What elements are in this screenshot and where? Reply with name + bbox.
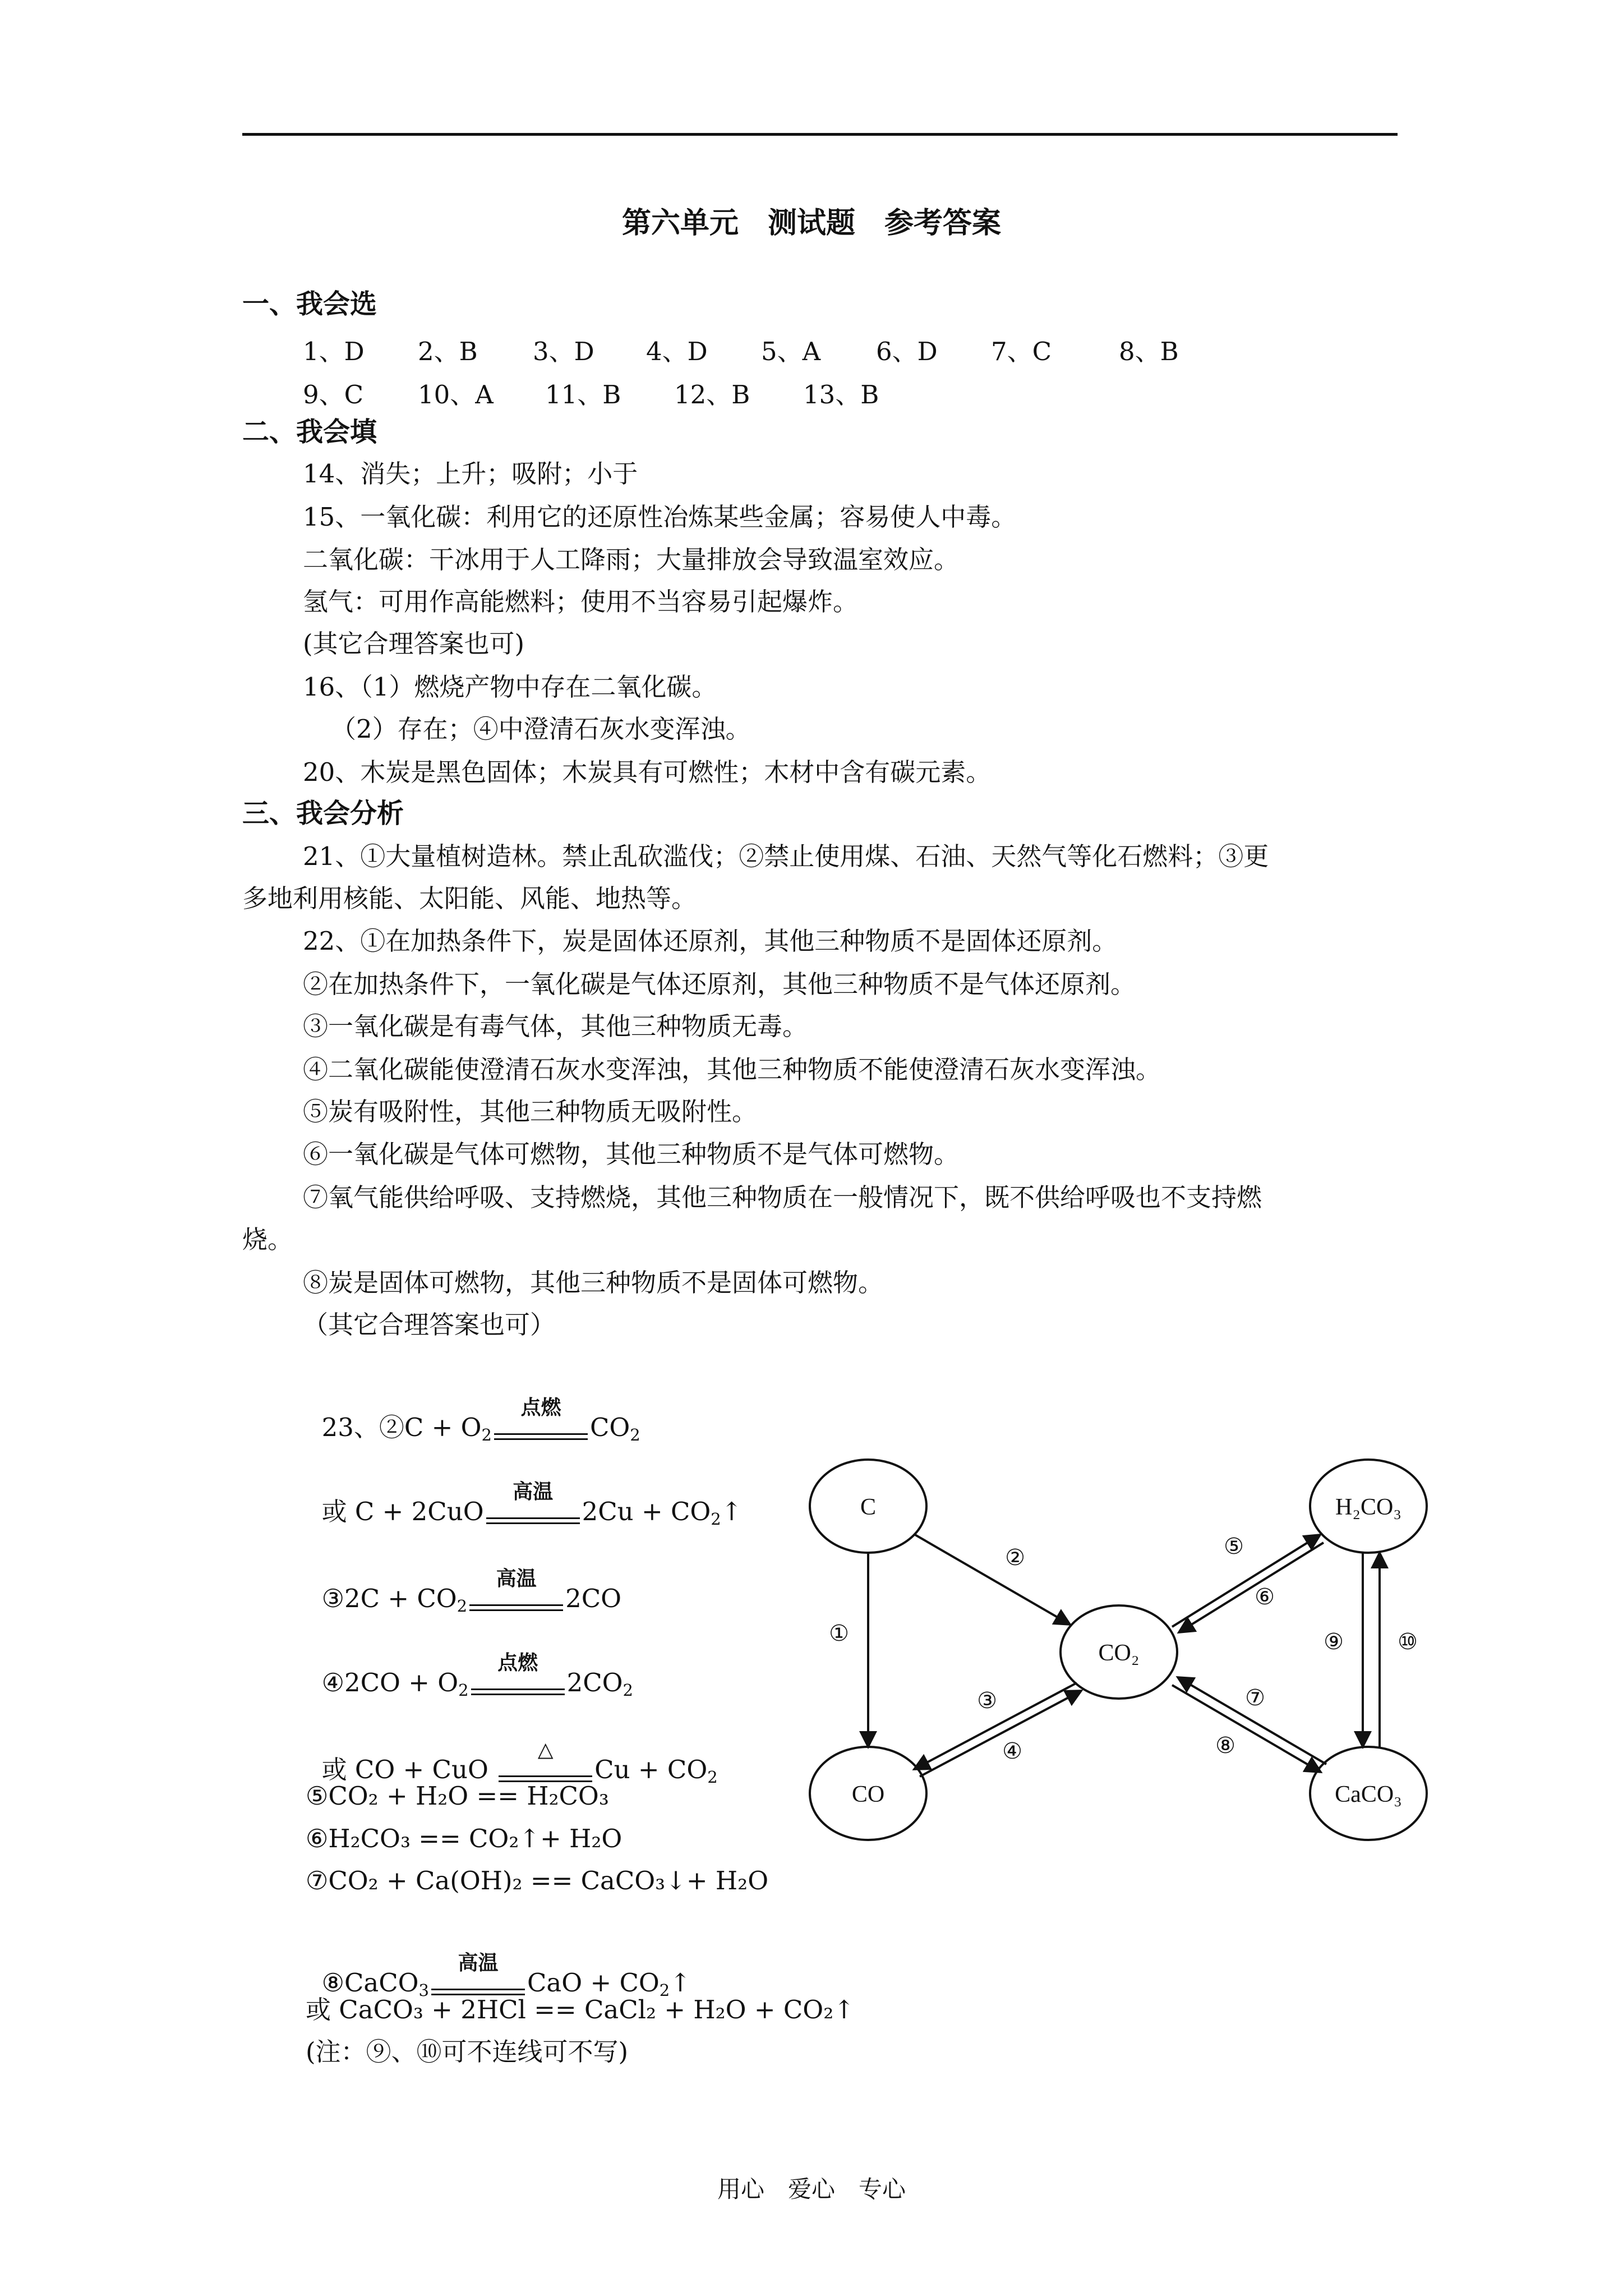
note: (注：⑨、⑩可不连线可不写): [306, 2037, 629, 2067]
edge-h2co3-co2: [1179, 1543, 1324, 1632]
choice-answer: 10、A: [418, 380, 494, 409]
choice-answer: 4、D: [646, 337, 708, 366]
choice-answer: 3、D: [533, 337, 594, 366]
answer-line: ④二氧化碳能使澄清石灰水变浑浊，其他三种物质不能使澄清石灰水变浑浊。: [303, 1055, 1161, 1084]
answer-line: 21、①大量植树造林。禁止乱砍滥伐；②禁止使用煤、石油、天然气等化石燃料；③更: [303, 841, 1269, 871]
choice-answer: 11、B: [545, 380, 621, 409]
answer-line: 15、一氧化碳：利用它的还原性冶炼某些金属；容易使人中毒。: [303, 502, 1017, 532]
edge-label-8: ⑧: [1215, 1733, 1235, 1758]
node-label-caco3: CaCO₃: [1335, 1782, 1402, 1807]
choice-answer: 13、B: [803, 380, 879, 409]
equation-co-cuo: 或 CO + CuO △ $Cu + CO_2$: [321, 1738, 718, 1787]
answer-line: (其它合理答案也可): [303, 629, 525, 659]
section-heading-analysis: 三、我会分析: [242, 798, 404, 829]
answer-line: 二氧化碳：干冰用于人工降雨；大量排放会导致温室效应。: [303, 545, 960, 574]
carbon-relationship-diagram: [802, 1442, 1475, 1868]
equation-caco3-decompose: ⑧CaCO$_3$ 高温 CaO + $CO_2↑$: [321, 1952, 691, 2000]
choice-answer: 6、D: [876, 337, 938, 366]
answer-line: 氢气：可用作高能燃料；使用不当容易引起爆炸。: [303, 587, 859, 616]
page-footer: 用心 爱心 专心: [717, 2175, 906, 2203]
answer-line: 烧。: [242, 1225, 293, 1254]
node-label-h2co3: H₂CO₃: [1335, 1494, 1401, 1520]
edge-label-3: ③: [977, 1688, 997, 1713]
header-rule: [242, 133, 1398, 136]
edge-co2-h2co3: [1172, 1535, 1320, 1627]
equation-7: ⑦CO₂ + Ca(OH)₂ == CaCO₃↓+ H₂O: [306, 1866, 769, 1895]
answer-line: 14、消失；上升；吸附；小于: [303, 459, 638, 489]
answer-line: （2）存在；④中澄清石灰水变浑浊。: [331, 714, 751, 744]
choice-answer: 5、A: [761, 337, 821, 366]
answer-line: 16、（1）燃烧产物中存在二氧化碳。: [303, 672, 717, 702]
answer-line: 多地利用核能、太阳能、风能、地热等。: [242, 884, 697, 913]
choice-answer: 1、D: [303, 337, 365, 366]
equation-6: ⑥H₂CO₃ == CO₂↑+ H₂O: [306, 1824, 623, 1853]
answer-line: ⑤炭有吸附性，其他三种物质无吸附性。: [303, 1097, 758, 1126]
answer-line: （其它合理答案也可）: [303, 1310, 556, 1340]
edge-label-5: ⑤: [1224, 1534, 1244, 1559]
choice-answer: 7、C: [991, 337, 1052, 366]
edge-label-1: ①: [829, 1621, 849, 1646]
equation-c-o2: 23、②C + $O_2$ 点燃 $CO_2$: [321, 1396, 640, 1444]
equation-caco3-hcl: 或 CaCO₃ + 2HCl == CaCl₂ + H₂O + CO₂↑: [306, 1995, 855, 2024]
edge-c-co2: [914, 1534, 1070, 1625]
choice-answer: 2、B: [418, 337, 478, 366]
choice-answer: 9、C: [303, 380, 364, 409]
equation-5: ⑤CO₂ + H₂O == H₂CO₃: [306, 1781, 609, 1811]
answer-line: 20、木炭是黑色固体；木炭具有可燃性；木材中含有碳元素。: [303, 757, 992, 787]
edge-co-co2: [920, 1691, 1081, 1777]
edge-label-4: ④: [1002, 1738, 1022, 1764]
edge-label-10: ⑩: [1398, 1629, 1418, 1654]
answer-line: 22、①在加热条件下，炭是固体还原剂，其他三种物质不是固体还原剂。: [303, 926, 1118, 956]
equation-c-co2: ③2C + $CO_2$ 高温 2CO: [321, 1567, 622, 1616]
answer-line: ⑦氧气能供给呼吸、支持燃烧，其他三种物质在一般情况下，既不供给呼吸也不支持燃: [303, 1182, 1262, 1212]
page-title: 第六单元 测试题 参考答案: [621, 206, 1001, 240]
choice-answer: 12、B: [674, 380, 750, 409]
node-label-co: CO: [851, 1782, 885, 1807]
choice-answer: 8、B: [1119, 337, 1179, 366]
equation-c-cuo: 或 C + 2CuO 高温 $2Cu + CO_2↑$: [321, 1480, 743, 1529]
answer-line: ⑥一氧化碳是气体可燃物，其他三种物质不是气体可燃物。: [303, 1139, 960, 1169]
answer-line: ③一氧化碳是有毒气体，其他三种物质无毒。: [303, 1011, 808, 1041]
section-heading-choose: 一、我会选: [242, 288, 377, 320]
edge-label-7: ⑦: [1245, 1685, 1265, 1710]
equation-co-o2: ④2CO + $O_2$ 点燃 $2CO_2$: [321, 1651, 633, 1700]
node-label-c: C: [860, 1494, 877, 1520]
answer-line: ⑧炭是固体可燃物，其他三种物质不是固体可燃物。: [303, 1268, 884, 1297]
node-label-co2: CO₂: [1098, 1640, 1140, 1666]
edge-label-6: ⑥: [1255, 1584, 1275, 1609]
answer-line: ②在加热条件下，一氧化碳是气体还原剂，其他三种物质不是气体还原剂。: [303, 969, 1136, 999]
section-heading-fill: 二、我会填: [242, 416, 377, 448]
edge-label-9: ⑨: [1324, 1629, 1344, 1654]
edge-label-2: ②: [1005, 1545, 1025, 1570]
